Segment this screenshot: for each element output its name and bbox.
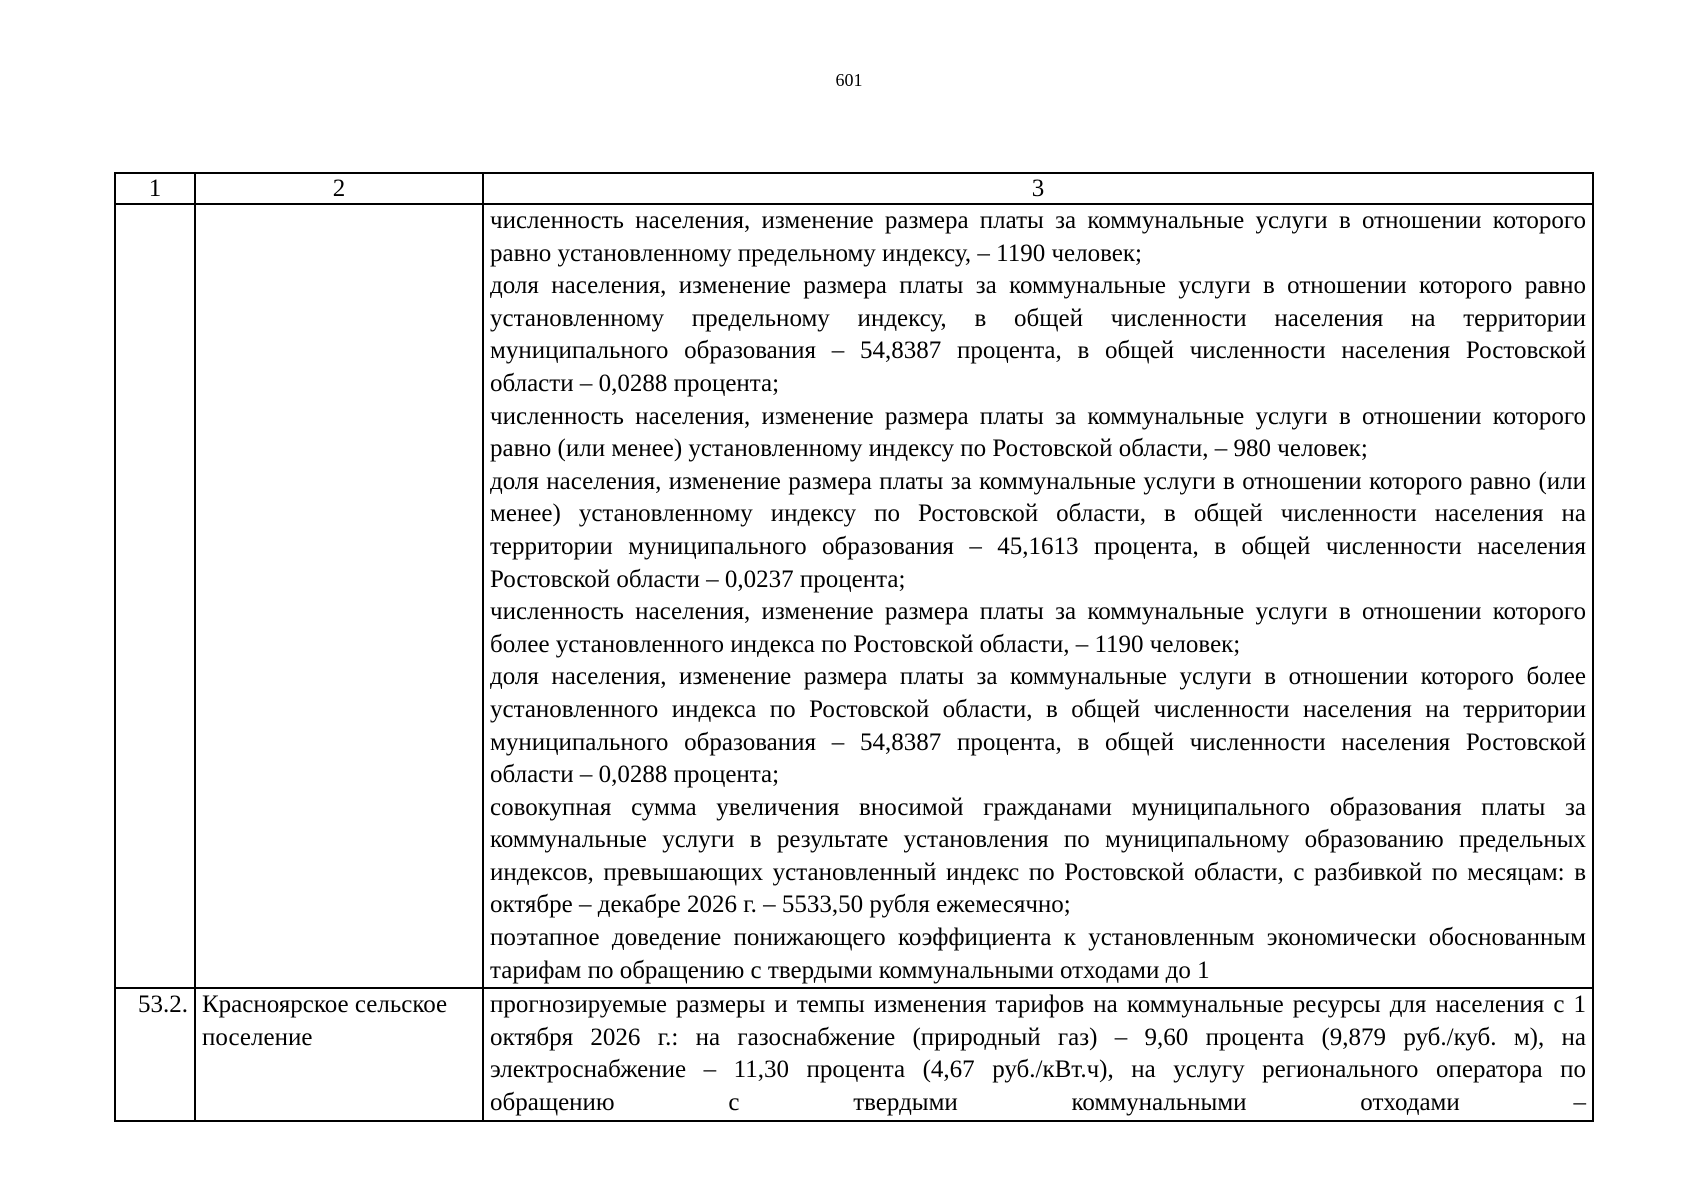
column-header-2: 2 (195, 173, 483, 204)
table-row (115, 988, 1593, 1120)
column-header-3: 3 (483, 173, 1593, 204)
municipality-name: Красноярское сельское поселение (195, 988, 483, 1120)
row-number: 53.2. (115, 988, 195, 1120)
row-content (483, 204, 1593, 988)
paragraph: доля населения, изменение размера платы за коммунальные услуги в отношении которого более установленного индекса по Ростовской области, в общей численности населения на территории муниципального образования – 54,8387 процента, в общей численности населения Ростовской области – 0,0288 процента; (490, 663, 1586, 789)
paragraph: доля населения, изменение размера платы за коммунальные услуги в отношении которого равно установленному предельному индексу, в общей численности населения на территории муниципального образования – 54,8387 процента, в общей численности населения Ростовской области – 0,0288 процента; (490, 272, 1586, 397)
paragraph: поэтапное доведение понижающего коэффициента к установленным экономически обоснованным тарифам по обращению с твердыми коммунальными отходами до 1 (490, 924, 1586, 984)
municipality-name (195, 204, 483, 988)
paragraph: численность населения, изменение размера платы за коммунальные услуги в отношении которого равно установленному предельному индексу, – 1190 человек; (490, 207, 1586, 267)
paragraph: совокупная сумма увеличения вносимой гражданами муниципального образования платы за коммунальные услуги в результате установления по муниципальному образованию предельных индексов, превышающих установленный индекс по Ростовской области, с разбивкой по месяцам: в октябре – декабре 2026 г. – 5533,50 рубля ежемесячно; (490, 793, 1586, 919)
document-table (114, 172, 1594, 1122)
paragraph: численность населения, изменение размера платы за коммунальные услуги в отношении которого более установленного индекса по Ростовской области, – 1190 человек; (490, 598, 1586, 658)
column-header-1: 1 (115, 173, 195, 204)
table-row (115, 204, 1593, 988)
paragraph: доля населения, изменение размера платы за коммунальные услуги в отношении которого равно (или менее) установленному индексу по Ростовской области, в общей численности населения на территории муниципального образования – 45,1613 процента, в общей численности населения Ростовской области – 0,0237 процента; (490, 467, 1586, 593)
page-number: 601 (835, 70, 863, 90)
paragraph: прогнозируемые размеры и темпы изменения тарифов на коммунальные ресурсы для населения с 1 октября 2026 г.: на газоснабжение (природный газ) – 9,60 процента (9,879 руб./куб. м), на электроснабжение – 11,30 процента (4,67 руб./кВт.ч), на услугу регионального оператора по обращению с твердыми коммунальными отходами – (490, 991, 1586, 1117)
row-content (483, 988, 1593, 1120)
paragraph: численность населения, изменение размера платы за коммунальные услуги в отношении которого равно (или менее) установленному индексу по Ростовской области, – 980 человек; (490, 402, 1586, 463)
table-header-row (115, 173, 1593, 204)
row-number (115, 204, 195, 988)
